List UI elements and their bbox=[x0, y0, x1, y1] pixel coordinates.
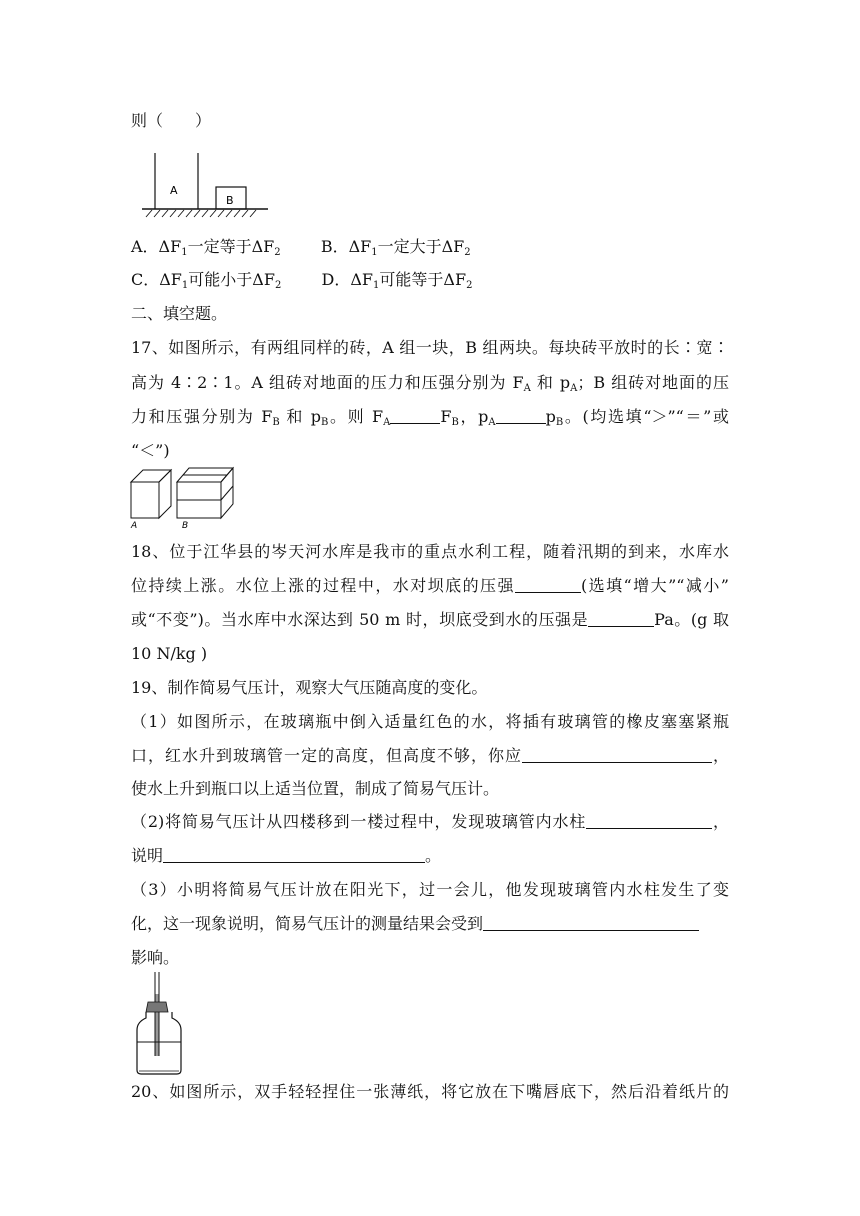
q17-bricks-figure bbox=[128, 462, 238, 530]
q17-line3: 力和压强分别为 $F_B$ 和 $p_B$。则 $F_A$ $F_B$，$p_A$ $p_B$。(均选填“＞”“＝”或 bbox=[131, 407, 729, 428]
q20-line1: 20、如图所示，双手轻轻捏住一张薄纸，将它放在下嘴唇底下，然后沿着纸片的 bbox=[131, 1082, 729, 1101]
option-b: B．$\Delta F_1$一定大于$\Delta F_2$ bbox=[320, 237, 471, 258]
q17-label-b: B bbox=[182, 521, 189, 530]
q16-figure bbox=[140, 150, 270, 220]
q19-p2-line1: （2)将简易气压计从四楼移到一楼过程中，发现玻璃管内水柱 ， bbox=[131, 812, 729, 831]
q18-line3: 或“不变”)。当水库中水深达到 50 m 时，坝底受到水的压强是 Pa。(g 取 bbox=[131, 610, 729, 629]
q19-p1-line1: （1）如图所示，在玻璃瓶中倒入适量红色的水，将插有玻璃管的橡皮塞塞紧瓶 bbox=[131, 712, 729, 731]
q16-stem-end: 则（ ） bbox=[131, 111, 212, 130]
q16-label-b: B bbox=[226, 194, 234, 207]
q19-barometer-figure bbox=[130, 970, 190, 1078]
q19-p3-line1: （3）小明将简易气压计放在阳光下，过一会儿，他发现玻璃管内水柱发生了变 bbox=[131, 880, 729, 899]
q17-line4: “＜”) bbox=[131, 441, 170, 460]
q17-blank-1[interactable] bbox=[390, 408, 440, 424]
q19-blank-3[interactable] bbox=[163, 847, 425, 863]
option-a: A．$\Delta F_1$一定等于$\Delta F_2$ bbox=[131, 237, 281, 258]
q19-blank-4[interactable] bbox=[483, 915, 699, 931]
q16-options-row2 bbox=[131, 270, 472, 290]
q18-line4: 10 N/kg ) bbox=[131, 644, 208, 663]
q18-line1: 18、位于江华县的岑天河水库是我市的重点水利工程，随着汛期的到来，水库水 bbox=[131, 542, 729, 561]
q17-blank-2[interactable] bbox=[496, 408, 546, 424]
option-c: C．$\Delta F_1$可能小于$\Delta F_2$ bbox=[131, 270, 282, 291]
option-d: D．$\Delta F_1$可能等于$\Delta F_2$ bbox=[321, 270, 473, 291]
q18-blank-2[interactable] bbox=[588, 611, 654, 627]
q19-blank-2[interactable] bbox=[586, 813, 712, 829]
q17-line2: 高为 4∶2∶1。A 组砖对地面的压力和压强分别为 $F_A$ 和 $p_A$；B 组砖对地面的压 bbox=[131, 373, 729, 394]
q19-p3-line2: 化，这一现象说明，简易气压计的测量结果会受到 bbox=[131, 914, 699, 934]
q16-options-row1 bbox=[131, 237, 471, 257]
q19-p1-line3: 使水上升到瓶口以上适当位置，制成了简易气压计。 bbox=[131, 779, 500, 798]
q19-title: 19、制作简易气压计，观察大气压随高度的变化。 bbox=[131, 678, 488, 697]
q17-line1: 17、如图所示，有两组同样的砖，A 组一块，B 组两块。每块砖平放时的长∶宽∶ bbox=[131, 338, 729, 357]
q19-blank-1[interactable] bbox=[522, 747, 712, 763]
section-title: 二、填空题。 bbox=[131, 304, 228, 323]
q19-p3-line3: 影响。 bbox=[131, 948, 180, 967]
q18-line2: 位持续上涨。水位上涨的过程中，水对坝底的压强 (选填“增大”“减小” bbox=[131, 576, 729, 595]
q19-p2-line2: 说明 。 bbox=[131, 846, 442, 865]
q18-blank-1[interactable] bbox=[515, 577, 581, 593]
q16-label-a: A bbox=[170, 184, 178, 197]
q19-p1-line2: 口，红水升到玻璃管一定的高度，但高度不够，你应 ， bbox=[131, 746, 729, 765]
q17-label-a: A bbox=[131, 521, 138, 530]
